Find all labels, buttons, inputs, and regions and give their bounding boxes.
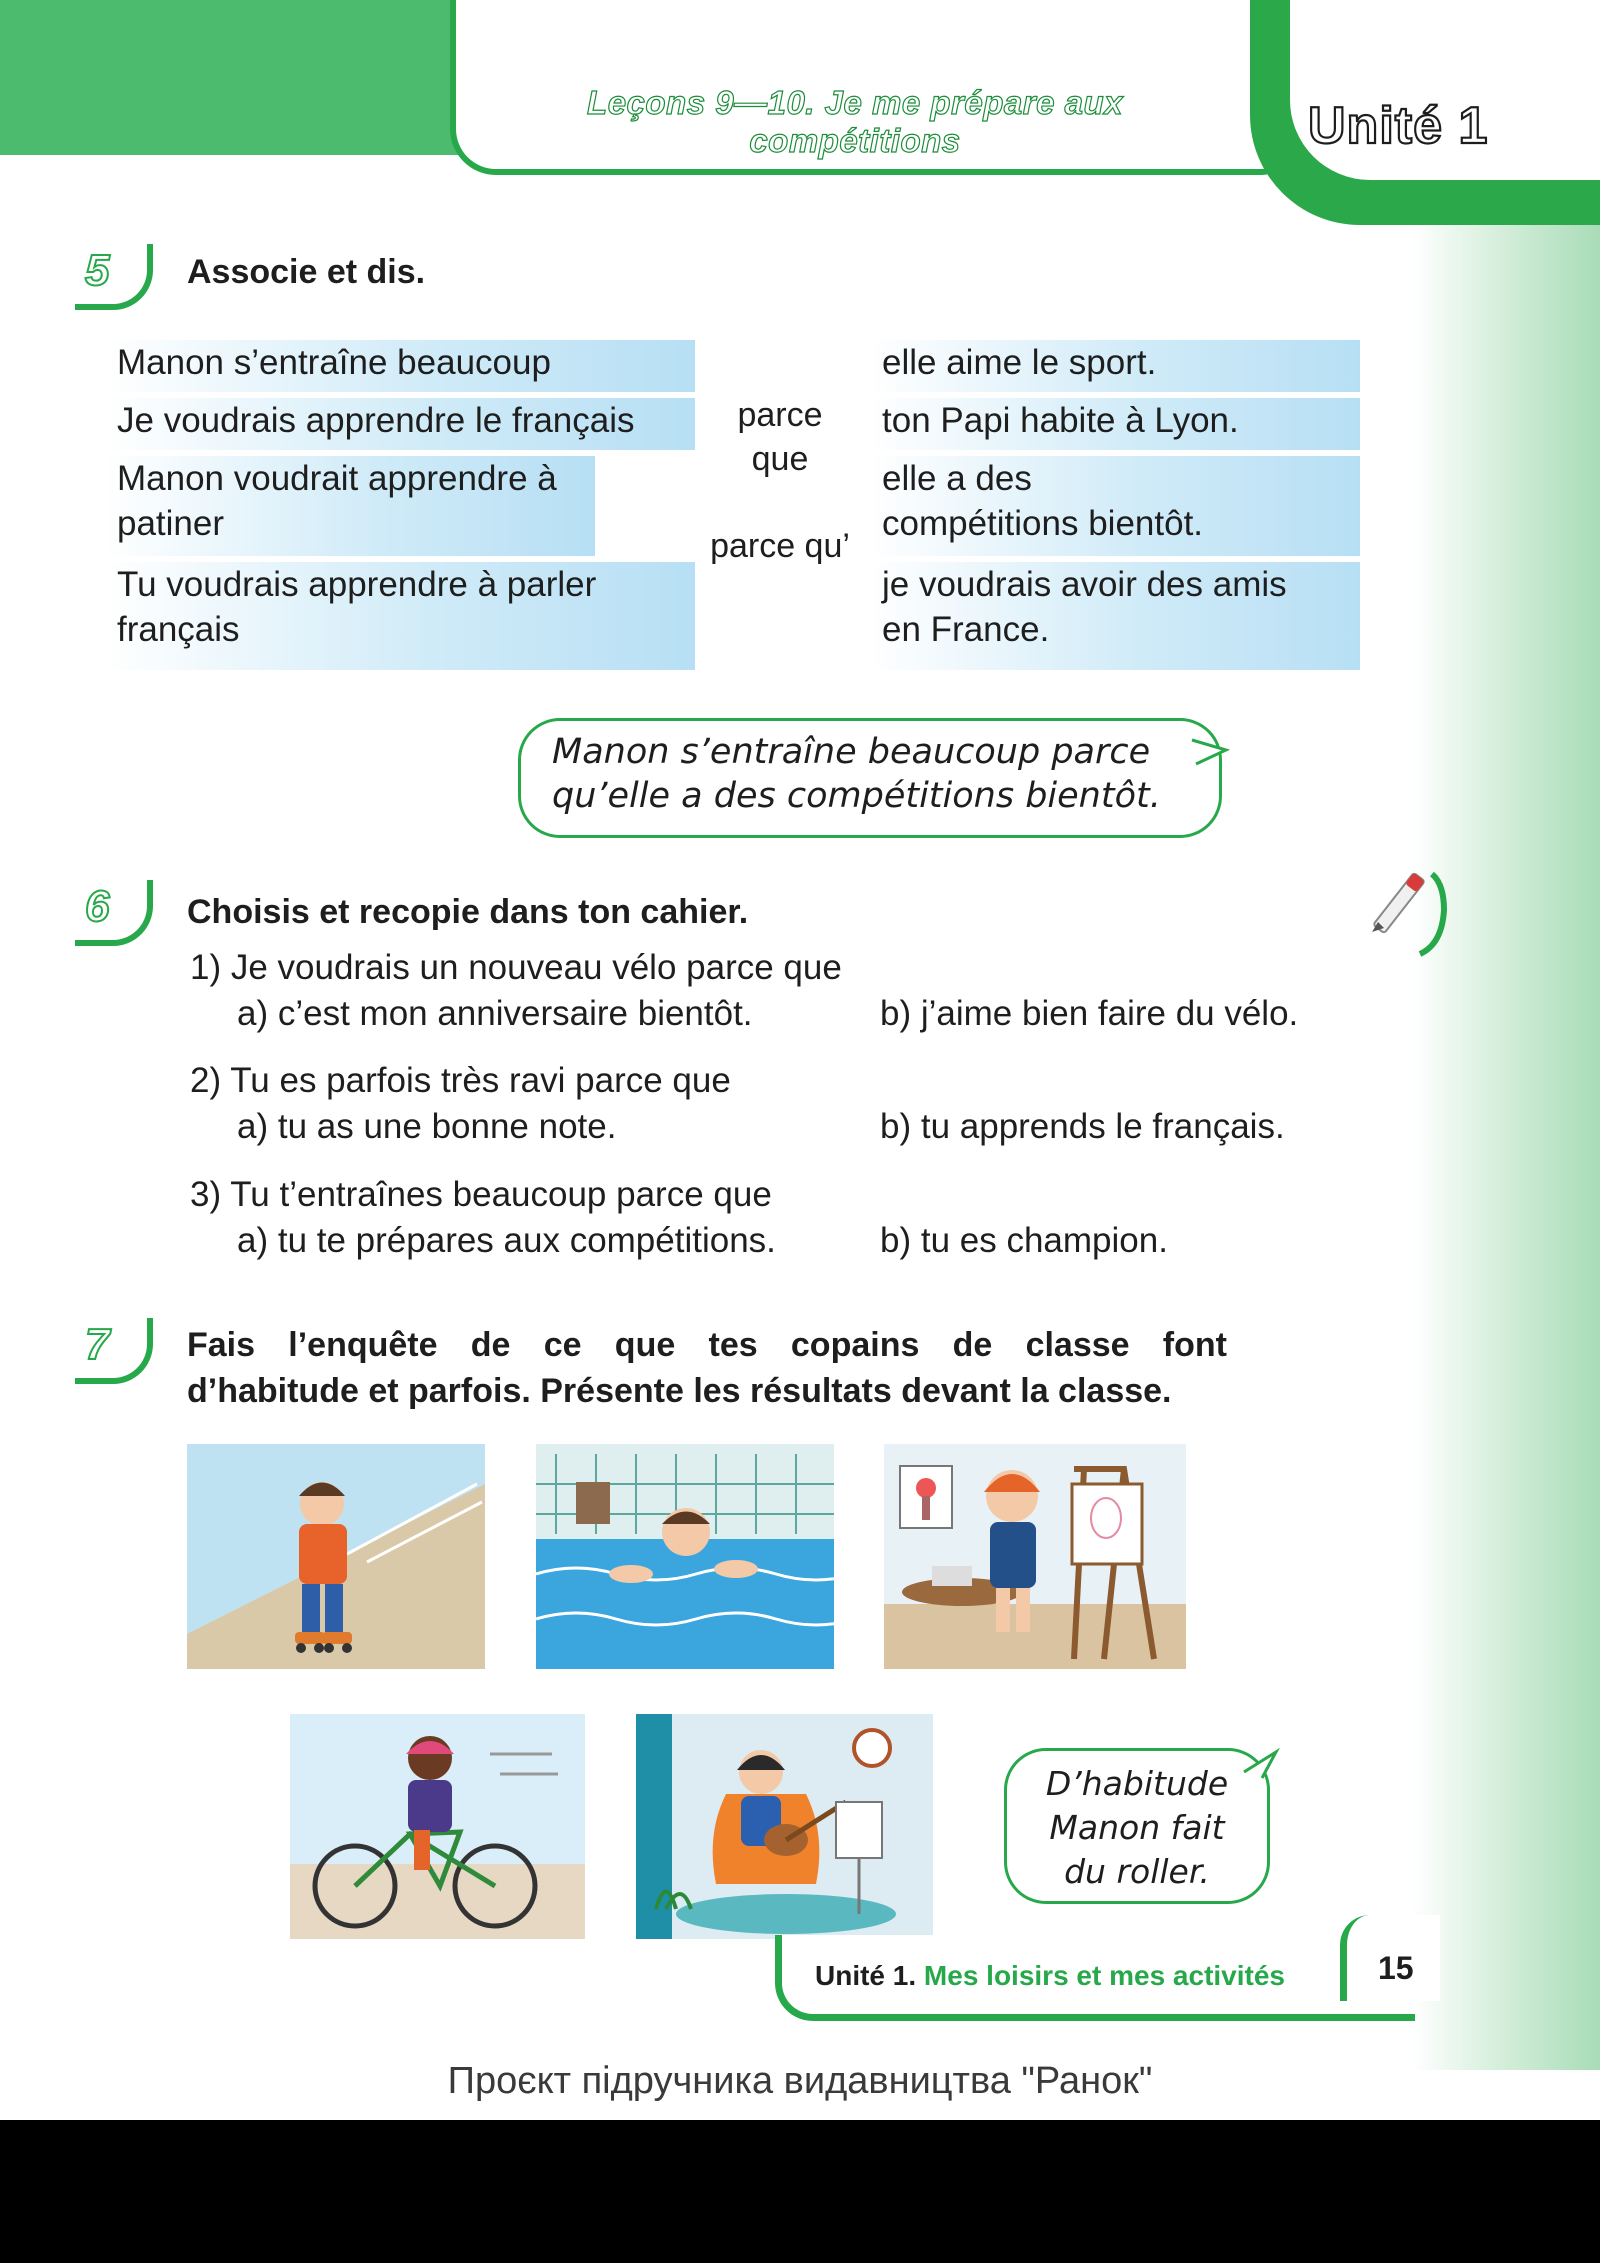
bubble-text-line3: du roller.: [1064, 1852, 1210, 1891]
exercise-5-instruction: Associe et dis.: [187, 253, 426, 291]
connector-parce-que: parce que: [737, 396, 823, 478]
bubble-text-line1: Manon s’entraîne beaucoup parce: [552, 732, 1151, 772]
question-2-option-b: b) tu apprends le français.: [880, 1107, 1285, 1146]
lesson-title: Leçons 9—10. Je me prépare aux compétitions: [587, 84, 1123, 159]
question-2-option-a: a) tu as une bonne note.: [237, 1107, 617, 1146]
cycling-image: [290, 1714, 585, 1939]
question-3-stem: 3) Tu t’entraînes beaucoup parce que: [190, 1175, 772, 1214]
exercise-7-number: 7: [75, 1318, 153, 1384]
page-number: 15: [1378, 1950, 1414, 1986]
left-cell: Manon voudrait apprendre à patiner: [105, 456, 595, 556]
right-cell: ton Papi habite à Lyon.: [870, 398, 1360, 450]
right-margin-band: [1412, 225, 1600, 2070]
roller-skating-image: [187, 1444, 485, 1669]
bubble-text-line2: qu’elle a des compétitions bientôt.: [552, 776, 1161, 816]
exercise-7-instruction-line2: d’habitude et parfois. Présente les résultats devant la classe.: [187, 1372, 1172, 1410]
footer-unit: Unité 1.: [815, 1960, 917, 1991]
exercise-6-number: 6: [75, 880, 153, 946]
right-cell: elle aime le sport.: [870, 340, 1360, 392]
question-3-option-a: a) tu te prépares aux compétitions.: [237, 1221, 776, 1260]
bubble-text-line2: Manon fait: [1049, 1808, 1225, 1847]
exercise-5-number: 5: [75, 244, 153, 310]
exercise-6-instruction: Choisis et recopie dans ton cahier.: [187, 893, 749, 931]
left-cell: Tu voudrais apprendre à parler français: [105, 562, 695, 670]
exercise-7-instruction-line1: Fais l’enquête de ce que tes copains de classe font: [187, 1326, 1227, 1364]
question-1-stem: 1) Je voudrais un nouveau vélo parce que: [190, 948, 842, 987]
footer-title: [815, 1960, 1285, 1992]
bubble-tail-icon: [1190, 738, 1230, 768]
connector-parce-qu: parce qu’: [710, 527, 850, 565]
pencil-icon: [1362, 866, 1448, 958]
left-cell: Je voudrais apprendre le français: [105, 398, 695, 450]
left-cell: Manon s’entraîne beaucoup: [105, 340, 695, 392]
unit-title: Unité 1: [1308, 97, 1489, 155]
bubble-text-line1: D’habitude: [1045, 1764, 1229, 1803]
question-1-option-b: b) j’aime bien faire du vélo.: [880, 994, 1299, 1033]
guitar-playing-image: [636, 1714, 933, 1939]
bottom-black-band: [0, 2120, 1600, 2263]
project-note: Проєкт підручника видавництва "Ранок": [447, 2060, 1153, 2102]
right-cell: elle a des compétitions bientôt.: [870, 456, 1360, 556]
header-green-band: [0, 0, 460, 155]
swimming-image: [536, 1444, 834, 1669]
right-cell: je voudrais avoir des amis en France.: [870, 562, 1360, 670]
question-3-option-b: b) tu es champion.: [880, 1221, 1168, 1260]
question-2-stem: 2) Tu es parfois très ravi parce que: [190, 1061, 731, 1100]
painting-image: [884, 1444, 1186, 1669]
footer-subtitle: Mes loisirs et mes activités: [923, 1960, 1285, 1991]
question-1-option-a: a) c’est mon anniversaire bientôt.: [237, 994, 753, 1033]
